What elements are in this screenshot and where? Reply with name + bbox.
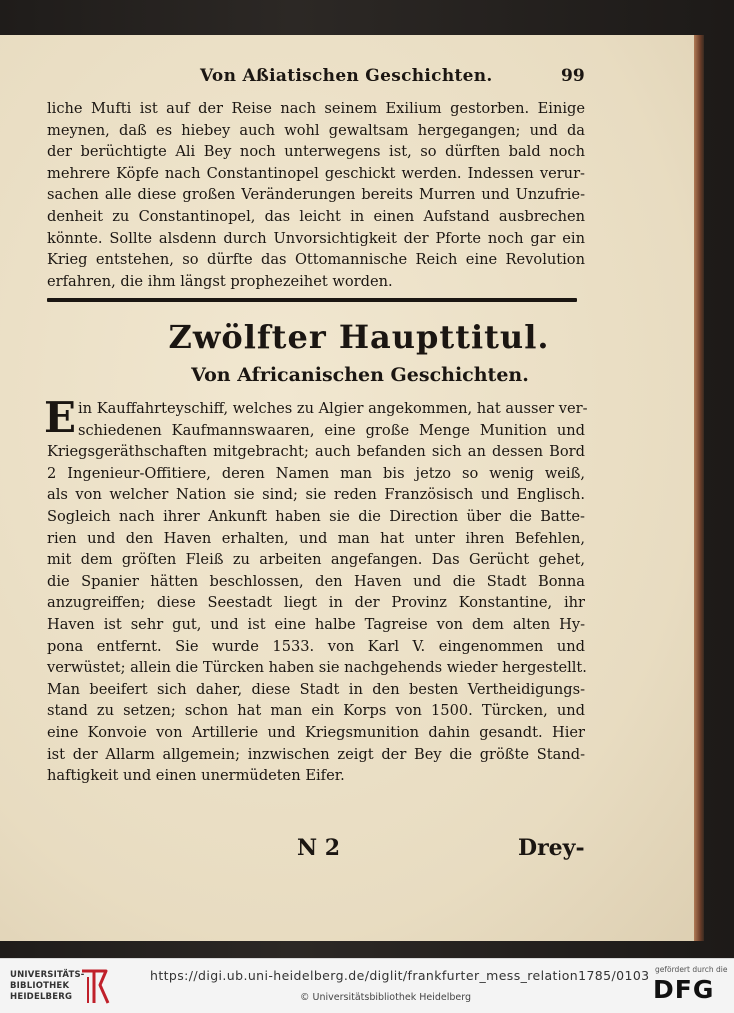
main-paragraph [78, 398, 588, 441]
library-name [10, 970, 85, 1003]
drop-cap: E [44, 393, 77, 442]
text-line: Man beeifert sich daher, diese Stadt in den besten Vertheidigungs- [47, 680, 585, 698]
text-line: die Spanier hätten beschlossen, den Haven und die Stadt Bonna [47, 572, 585, 590]
text-line: der berüchtigte Ali Bey noch unterwegens ist, so dürften bald noch [47, 143, 585, 161]
text-line: stand zu setzen; schon hat man ein Korps von 1500. Türcken, und [47, 702, 585, 720]
text-line: haftigkeit und einen unermüdeten Eifer. [47, 767, 345, 785]
text-line: rien und den Haven erhalten, und man hat unter ihren Befehlen, [47, 529, 585, 547]
text-line: pona entfernt. Sie wurde 1533. von Karl V. eingenommen und [47, 637, 585, 655]
library-name-line: BIBLIOTHEK [10, 981, 70, 991]
text-line: in Kauffahrteyschiff, welches zu Algier angekommen, hat ausser ver- [78, 400, 588, 417]
text-line: mehrere Köpfe nach Constantinopel geschickt werden. Indessen verur- [47, 164, 585, 182]
page-foot [0, 835, 700, 869]
top-paragraph [47, 98, 585, 292]
text-line: anzugreiffen; diese Seestadt liegt in der Provinz Konstantine, ihr [47, 594, 585, 612]
funded-by-label: gefördert durch die [655, 965, 728, 974]
page-number: 99 [561, 66, 585, 86]
text-line: Haven ist sehr gut, und ist eine halbe Tagreise von dem alten Hy- [47, 615, 585, 633]
section-title: Zwölfter Haupttitul. [168, 318, 550, 356]
text-line: Kriegsgeräthschaften mitgebracht; auch befanden sich an dessen Bord [47, 443, 585, 461]
section-subtitle: Von Africanischen Geschichten. [191, 364, 529, 386]
library-emblem-icon [78, 967, 112, 1007]
library-name-line: UNIVERSITÄTS- [10, 970, 85, 980]
dfg-logo[interactable]: DFG [653, 975, 715, 1004]
section-divider [47, 298, 577, 302]
copyright-notice: © Universitätsbibliothek Heidelberg [300, 992, 472, 1003]
text-line: sachen alle diese großen Veränderungen bereits Murren und Unzufrie- [47, 186, 585, 204]
text-line: eine Konvoie von Artillerie und Kriegsmunition dahin gesandt. Hier [47, 723, 585, 741]
text-line: Sogleich nach ihrer Ankunft haben sie die Direction über die Batte- [47, 507, 585, 525]
text-line: verwüstet; allein die Türcken haben sie nachgehends wieder hergestellt. [47, 659, 587, 677]
text-line: denheit zu Constantinopel, das leicht in einen Aufstand ausbrechen [47, 207, 585, 225]
text-line: erfahren, die ihm längst prophezeihet worden. [47, 272, 393, 290]
text-line: könnte. Sollte alsdenn durch Unvorsichtigkeit der Pforte noch gar ein [47, 229, 585, 247]
text-line: liche Mufti ist auf der Reise nach seinem Exilium gestorben. Einige [47, 100, 585, 117]
library-logo[interactable] [10, 967, 120, 1007]
page-edge [694, 35, 704, 941]
permalink-url[interactable]: https://digi.ub.uni-heidelberg.de/diglit/frankfurter_mess_relation1785/0103 [150, 968, 650, 983]
text-line: 2 Ingenieur-Offitiere, deren Namen man bis jetzo so wenig weiß, [47, 464, 585, 482]
text-line: mit dem gröſten Fleiß zu arbeiten angefangen. Das Gerücht gehet, [47, 551, 585, 569]
text-line: als von welcher Nation sie sind; sie reden Französisch und Englisch. [47, 486, 585, 504]
viewer-footer [0, 958, 734, 1013]
text-line: Krieg entstehen, so dürfte das Ottomannische Reich eine Revolution [47, 251, 585, 269]
running-head [0, 64, 700, 90]
text-line: schiedenen Kaufmannswaaren, eine große Menge Munition und [78, 421, 585, 439]
main-paragraph-continued [47, 441, 585, 787]
signature-mark: N 2 [297, 835, 341, 861]
catchword: Drey- [518, 835, 585, 861]
library-name-line: HEIDELBERG [10, 992, 73, 1002]
running-title: Von Aßiatischen Geschichten. [200, 66, 493, 86]
text-line: ist der Allarm allgemein; inzwischen zeigt der Bey die größte Stand- [47, 745, 585, 763]
text-line: meynen, daß es hiebey auch wohl gewaltsam hergegangen; und da [47, 121, 585, 139]
